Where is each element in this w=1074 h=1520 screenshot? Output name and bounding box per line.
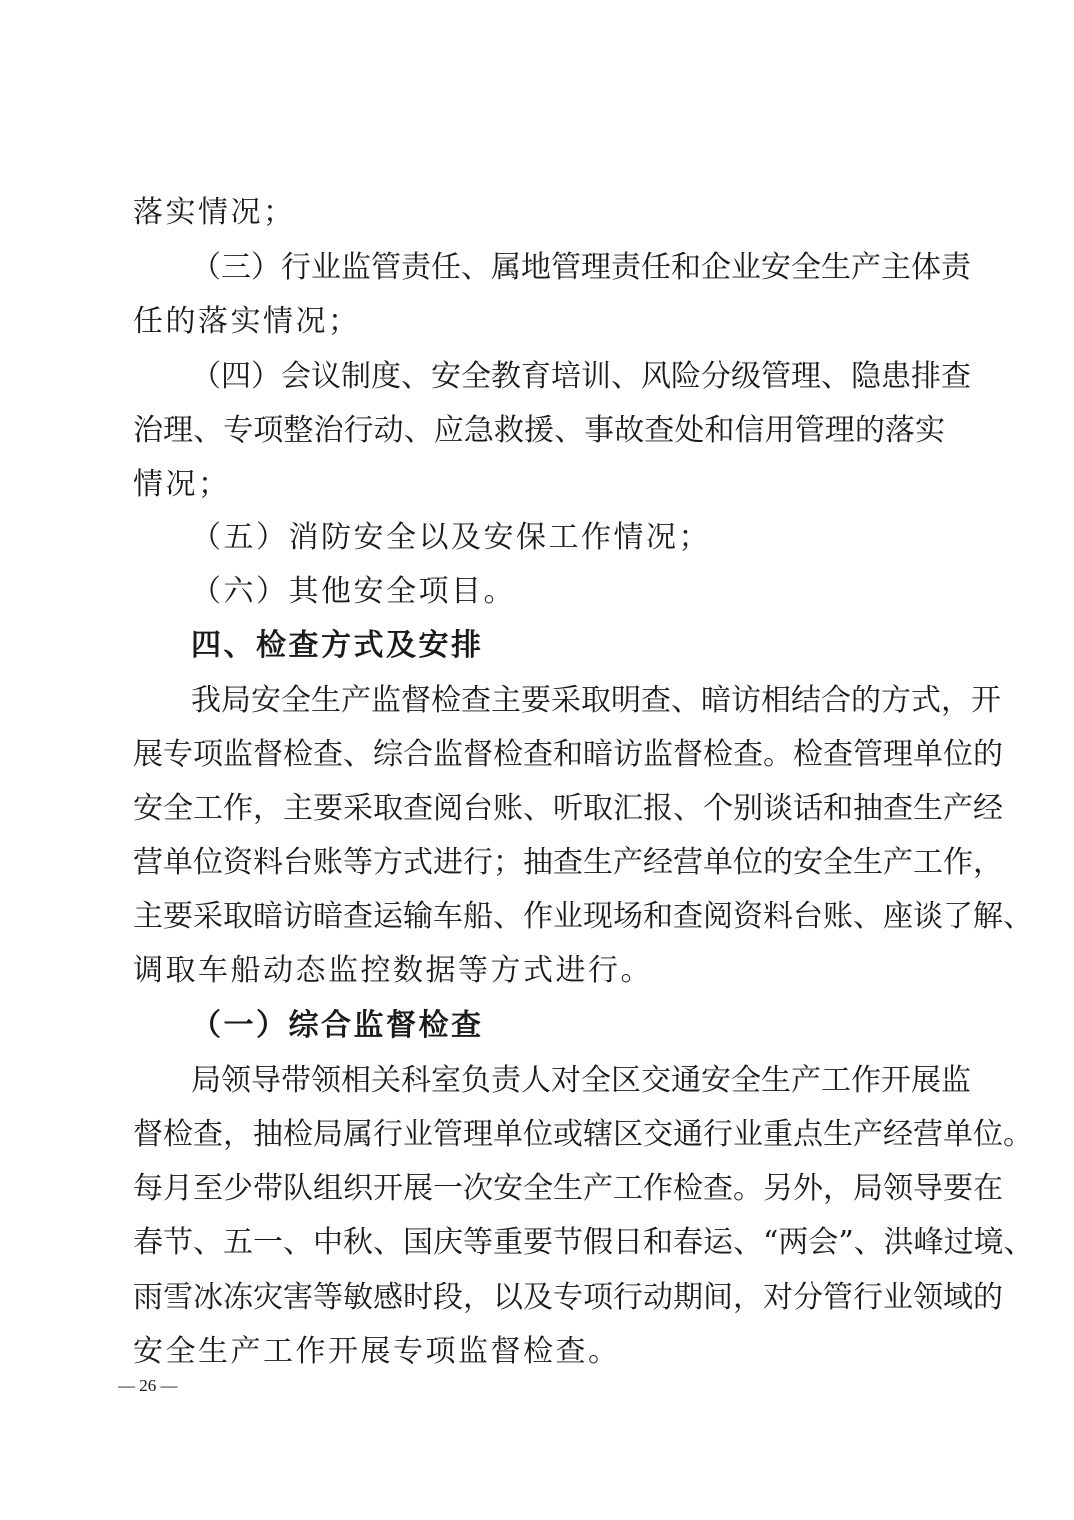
section-heading: 四、检查方式及安排 — [191, 628, 484, 663]
text-line: 任的落实情况； — [133, 304, 361, 339]
text-line: 调取车船动态监控数据等方式进行。 — [133, 953, 653, 988]
page-number: — 26 — — [118, 1376, 178, 1395]
text-line: 春节、五一、中秋、国庆等重要节假日和春运、“两会”、洪峰过境、 — [133, 1225, 1034, 1260]
text-line: 局领导带领相关科室负责人对全区交通安全生产工作开展监 — [191, 1063, 971, 1098]
text-line: 主要采取暗访暗查运输车船、作业现场和查阅资料台账、座谈了解、 — [133, 899, 1033, 934]
text-line: 雨雪冰冻灾害等敏感时段，以及专项行动期间，对分管行业领域的 — [133, 1280, 1003, 1315]
text-line: （四）会议制度、安全教育培训、风险分级管理、隐患排查 — [191, 359, 971, 394]
text-line: 安全生产工作开展专项监督检查。 — [133, 1334, 621, 1369]
text-line: （五）消防安全以及安保工作情况； — [191, 520, 711, 555]
subsection-heading: （一）综合监督检查 — [191, 1008, 484, 1043]
text-line: （三）行业监管责任、属地管理责任和企业安全生产主体责 — [191, 250, 971, 285]
text-line: 督检查，抽检局属行业管理单位或辖区交通行业重点生产经营单位。 — [133, 1117, 1033, 1152]
text-line: 每月至少带队组织开展一次安全生产工作检查。另外，局领导要在 — [133, 1171, 1003, 1206]
text-line: 治理、专项整治行动、应急救援、事故查处和信用管理的落实 — [133, 413, 945, 448]
text-line: （六）其他安全项目。 — [191, 574, 516, 609]
text-line: 营单位资料台账等方式进行；抽查生产经营单位的安全生产工作， — [133, 845, 1003, 880]
text-line: 展专项监督检查、综合监督检查和暗访监督检查。检查管理单位的 — [133, 737, 1003, 772]
text-line: 安全工作，主要采取查阅台账、听取汇报、个别谈话和抽查生产经 — [133, 791, 1003, 826]
text-line: 我局安全生产监督检查主要采取明查、暗访相结合的方式，开 — [191, 683, 1001, 718]
text-line: 落实情况； — [133, 195, 296, 230]
text-line: 情况； — [133, 467, 231, 502]
